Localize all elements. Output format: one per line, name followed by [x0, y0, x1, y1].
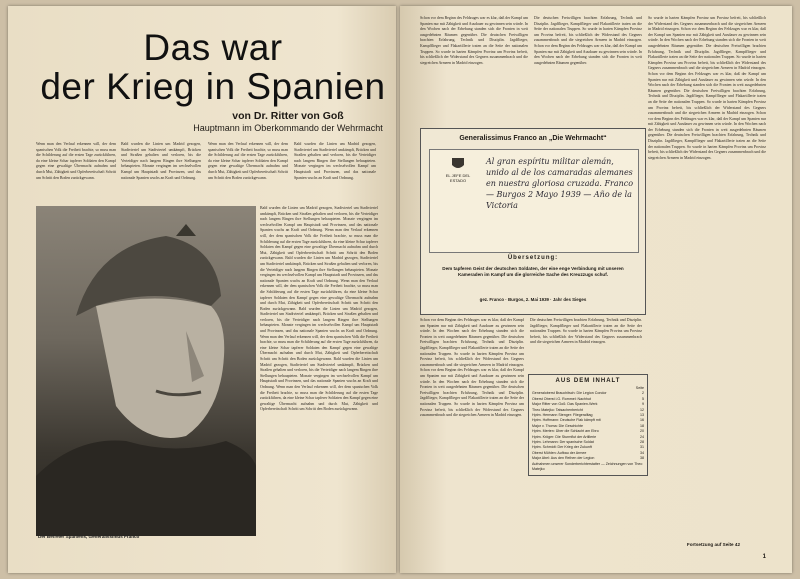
right-text-10: So wurde in harten Kämpfen Provinz um Provinz befreit, bis schließlich der Widerstand des Gegners zusammenbrach und die siegreichen Armeen in Madrid einzogen.: [648, 55, 766, 71]
toc-item-page: 12: [640, 407, 644, 412]
right-text-15: Die deutschen Freiwilligen brachten Erfahrung, Technik und Disziplin. Jagdflieger, Kampfflieger und Flakartillerie traten an die Seite der nationalen Truppen.: [648, 133, 766, 149]
right-text-4: Die deutschen Freiwilligen brachten Erfahrung, Technik und Disziplin. Jagdflieger, Kampfflieger und Flakartillerie traten an die Seite der nationalen Truppen.: [534, 16, 642, 32]
toc-item-title: Hptm. Merten: Über die Schlacht am Ebro: [532, 429, 599, 434]
franco-letter-facsimile: [420, 128, 646, 315]
page-number: 1: [762, 554, 766, 560]
toc-item-page: 31: [640, 445, 644, 450]
right-text-21: Die deutschen Freiwilligen brachten Erfahrung, Technik und Disziplin. Jagdflieger, Kampfflieger und Flakartillerie traten an die Seite der nationalen Truppen.: [420, 385, 524, 406]
toc-item-page: 2: [642, 391, 644, 396]
right-col-2-top: [534, 16, 642, 126]
signature-line: gez. Franco · Burgos, 2. Mai 1939 · Jahr des Sieges: [479, 297, 587, 302]
toc-item-title: Major Ritter von Goß: Das Spanien-Werk: [532, 402, 598, 407]
translation-text: Dem tapferen Geist der deutschen Soldaten, der eine enge Verbindung mit unseren Kameraden im Kampf um die glorreiche Sache des Kreuzzugs schuf.: [442, 266, 624, 277]
right-col-1-bottom: [420, 318, 524, 538]
toc-item-page: 24: [640, 434, 644, 439]
coat-of-arms-icon: [450, 156, 466, 172]
right-text-20: Schon vor dem Beginn des Feldzuges war es klar, daß der Kampf um Spanien nur mit Zähigkeit und Ausdauer zu gewinnen sein würde. In den Wochen nach der Erhebung standen sich die Fronten in weit ausgedehnten Räumen gegenüber.: [420, 368, 524, 390]
title-line-1: Das war: [143, 27, 283, 68]
right-text-24: So wurde in harten Kämpfen Provinz um Provinz befreit, bis schließlich der Widerstand des Gegners zusammenbrach und die siegreichen Armeen in Madrid einzogen.: [530, 329, 642, 345]
right-text-1: Schon vor dem Beginn des Feldzuges war es klar, daß der Kampf um Spanien nur mit Zähigkeit und Ausdauer zu gewinnen sein würde. In den Wochen nach der Erhebung standen sich die Fronten in weit ausgedehnten Räumen gegenüber.: [420, 16, 528, 37]
author-byline: von Dr. Ritter von Goß: [232, 110, 344, 122]
body-paragraph-5: Bald wurden die Linien um Madrid gezogen, Stadtviertel um Stadtviertel umkämpft, Brücken und Straßen gehalten und verloren, bis die Verteidiger nach langem Ringen ihre Stellungen behaupteten. Monate vergingen im wechselvollen Kampf um Hauptstadt und Provinzen, und das nationale Spanien wuchs an Kraft und Ordnung.: [260, 306, 378, 334]
toc-item-page: 34: [640, 450, 644, 455]
franco-portrait-photo: [36, 206, 256, 536]
body-paragraph-4: Wenn man den Verlauf erkennen will, der dem spanischen Volk die Freiheit brachte, so muss man die Schilderung auf die ersten Tage zurückführen, da eine kleine Schar tapferer Soldaten den Kampf gegen eine gewaltige Übermacht aufnahm und durch Mut, Zähigkeit und Opferbereitschaft Schritt um Schritt den Boden zurückgewann.: [260, 278, 378, 311]
right-text-3: So wurde in harten Kämpfen Provinz um Provinz befreit, bis schließlich der Widerstand des Gegners zusammenbrach und die siegreichen Armeen in Madrid einzogen.: [420, 49, 528, 65]
intro-text: Wenn man den Verlauf erkennen will, der dem spanischen Volk die Freiheit brachte, so muss man die Schilderung auf die ersten Tage zurückführen, da eine kleine Schar tapferer Soldaten den Kampf gegen eine gewaltige Übermacht aufnahm und durch Mut, Zähigkeit und Opferbereitschaft Schritt um Schritt den Boden zurückgewann.: [36, 142, 116, 180]
toc-list: [532, 391, 644, 472]
left-page: [8, 6, 396, 573]
toc-item-title: Theo Matejko: Tatsachenbericht: [532, 407, 583, 412]
letter-paper: [429, 149, 639, 253]
intro-text-4: Bald wurden die Linien um Madrid gezogen, Stadtviertel um Stadtviertel umkämpft, Brücken und Straßen gehalten und verloren, bis die Verteidiger nach langem Ringen ihre Stellungen behaupteten. Monate vergingen im wechselvollen Kampf um Hauptstadt und Provinzen, und das nationale Spanien wuchs an Kraft und Ordnung.: [294, 142, 376, 180]
toc-item: [532, 462, 644, 473]
right-text-8: Schon vor dem Beginn des Feldzuges war es klar, daß der Kampf um Spanien nur mit Zähigkeit und Ausdauer zu gewinnen sein würde. In den Wochen nach der Erhebung standen sich die Fronten in weit ausgedehnten Räumen gegenüber.: [648, 27, 766, 48]
toc-item-title: Hptm. Schmidt: Der Krieg der Zukunft: [532, 445, 592, 450]
right-text-22: So wurde in harten Kämpfen Provinz um Provinz befreit, bis schließlich der Widerstand des Gegners zusammenbrach und die siegreichen Armeen in Madrid einzogen.: [420, 401, 524, 418]
right-page: [400, 6, 792, 573]
toc-item-page: 9: [642, 402, 644, 407]
toc-item-title: Oberst Oberst i.G. Rommel: Nachhut: [532, 396, 591, 401]
table-of-contents: [528, 374, 648, 476]
magazine-spread: [8, 6, 792, 573]
toc-item-title: Oberst Mühlen: Aufbau der Armee: [532, 450, 587, 455]
toc-item-title: Hptm. Hoffmann: Deutsche Flak kämpft mit: [532, 418, 601, 423]
body-paragraph-6: Wenn man den Verlauf erkennen will, der dem spanischen Volk die Freiheit brachte, so muss man die Schilderung auf die ersten Tage zurückführen, da eine kleine Schar tapferer Soldaten den Kampf gegen eine gewaltige Übermacht aufnahm und durch Mut, Zähigkeit und Opferbereitschaft Schritt um Schritt den Boden zurückgewann.: [260, 334, 378, 362]
body-paragraph-1: Bald wurden die Linien um Madrid gezogen, Stadtviertel um Stadtviertel umkämpft, Brücken und Straßen gehalten und verloren, bis die Verteidiger nach langem Ringen ihre Stellungen behaupteten. Monate vergingen im wechselvollen Kampf um Hauptstadt und Provinzen, und das nationale Spanien wuchs an Kraft und Ordnung.: [260, 206, 378, 233]
photo-caption: Der Befreier Spaniens, Generalissimus Franco: [38, 534, 140, 539]
intro-text-3: Wenn man den Verlauf erkennen will, der dem spanischen Volk die Freiheit brachte, so muss man die Schilderung auf die ersten Tage zurückführen, da eine kleine Schar tapferer Soldaten den Kampf gegen eine gewaltige Übermacht aufnahm und durch Mut, Zähigkeit und Opferbereitschaft Schritt um Schritt den Boden zurückgewann.: [208, 142, 288, 180]
right-text-9: Die deutschen Freiwilligen brachten Erfahrung, Technik und Disziplin. Jagdflieger, Kampfflieger und Flakartillerie traten an die Seite der nationalen Truppen.: [648, 43, 766, 60]
right-text-12: Die deutschen Freiwilligen brachten Erfahrung, Technik und Disziplin. Jagdflieger, Kampfflieger und Flakartillerie traten an die Seite der nationalen Truppen.: [648, 88, 766, 104]
toc-item-title: Hptm. Hermann Stenger: Fliegeralltag: [532, 413, 593, 418]
handwritten-dedication: Al gran espíritu militar alemán, unido al de los camaradas alemanes en nuestra gloriosa cruzada. Franco — Burgos 2 Mayo 1939 — Año de la Victoria: [486, 157, 634, 210]
body-paragraph-2: Wenn man den Verlauf erkennen will, der dem spanischen Volk die Freiheit brachte, so muss man die Schilderung auf die ersten Tage zurückführen, da eine kleine Schar tapferer Soldaten den Kampf gegen eine gewaltige Übermacht aufnahm und durch Mut, Zähigkeit und Opferbereitschaft Schritt um Schritt den Boden zurückgewann.: [260, 228, 378, 261]
right-text-11: Schon vor dem Beginn des Feldzuges war es klar, daß der Kampf um Spanien nur mit Zähigkeit und Ausdauer zu gewinnen sein würde. In den Wochen nach der Erhebung standen sich die Fronten in weit ausgedehnten Räumen gegenüber.: [648, 71, 766, 93]
toc-item-page: 20: [640, 429, 644, 434]
letter-header: Generalissimus Franco an „Die Wehrmacht“: [459, 135, 607, 142]
right-text-19: So wurde in harten Kämpfen Provinz um Provinz befreit, bis schließlich der Widerstand des Gegners zusammenbrach und die siegreichen Armeen in Madrid einzogen.: [420, 351, 524, 367]
toc-item-page: 13: [640, 413, 644, 418]
toc-item-page: 18: [640, 423, 644, 428]
translation-label: Übersetzung:: [507, 255, 559, 261]
right-text-7: So wurde in harten Kämpfen Provinz um Provinz befreit, bis schließlich der Widerstand des Gegners zusammenbrach und die siegreichen Armeen in Madrid einzogen.: [648, 16, 766, 32]
toc-item-title: Hptm. Lehmann: Der spanische Soldat: [532, 440, 594, 445]
toc-item-page: 28: [640, 440, 644, 445]
toc-page-label: Seite: [635, 386, 644, 390]
left-body-column: [260, 206, 378, 526]
right-text-14: Schon vor dem Beginn des Feldzuges war es klar, daß der Kampf um Spanien nur mit Zähigkeit und Ausdauer zu gewinnen sein würde. In den Wochen nach der Erhebung standen sich die Fronten in weit ausgedehnten Räumen gegenüber.: [648, 111, 766, 138]
toc-item-title: Hptm. Kröger: Die Sturmflut der Artillerie: [532, 434, 597, 439]
body-paragraph-8: Wenn man den Verlauf erkennen will, der dem spanischen Volk die Freiheit brachte, so muss man die Schilderung auf die ersten Tage zurückführen, da eine kleine Schar tapferer Soldaten den Kampf gegen eine gewaltige Übermacht aufnahm und durch Mut, Zähigkeit und Opferbereitschaft Schritt um Schritt den Boden zurückgewann.: [260, 385, 378, 412]
author-role: Hauptmann im Oberkommando der Wehrmacht: [193, 123, 383, 133]
toc-item-title: Aufnahmen unserer Sonderberichterstatter — Zeichnungen von Theo Matejko: [532, 461, 643, 472]
toc-item-title: Major Abel: Aus den Reihen der Legion: [532, 456, 595, 461]
right-col-3: [648, 16, 766, 526]
letter-stamp: [438, 156, 478, 183]
right-text-13: So wurde in harten Kämpfen Provinz um Provinz befreit, bis schließlich der Widerstand des Gegners zusammenbrach und die siegreichen Armeen in Madrid einzogen.: [648, 99, 766, 116]
toc-item-page: 5: [642, 396, 644, 401]
right-text-16: So wurde in harten Kämpfen Provinz um Provinz befreit, bis schließlich der Widerstand des Gegners zusammenbrach und die siegreichen Armeen in Madrid einzogen.: [648, 144, 766, 160]
title-line-2: der Krieg in Spanien: [40, 66, 386, 107]
continuation-note: Fortsetzung auf Seite 42: [686, 542, 740, 547]
right-col-1-top: [420, 16, 528, 126]
toc-item-page: 38: [640, 456, 644, 461]
body-paragraph-3: Bald wurden die Linien um Madrid gezogen, Stadtviertel um Stadtviertel umkämpft, Brücken und Straßen gehalten und verloren, bis die Verteidiger nach langem Ringen ihre Stellungen behaupteten. Monate vergingen im wechselvollen Kampf um Hauptstadt und Provinzen, und das nationale Spanien wuchs an Kraft und Ordnung.: [260, 256, 378, 283]
toc-item-page: 16: [640, 418, 644, 423]
right-text-5: So wurde in harten Kämpfen Provinz um Provinz befreit, bis schließlich der Widerstand des Gegners zusammenbrach und die siegreichen Armeen in Madrid einzogen.: [534, 27, 642, 43]
toc-title: AUS DEM INHALT: [555, 378, 621, 384]
right-text-17: Schon vor dem Beginn des Feldzuges war es klar, daß der Kampf um Spanien nur mit Zähigkeit und Ausdauer zu gewinnen sein würde. In den Wochen nach der Erhebung standen sich die Fronten in weit ausgedehnten Räumen gegenüber.: [420, 318, 524, 339]
right-text-18: Die deutschen Freiwilligen brachten Erfahrung, Technik und Disziplin. Jagdflieger, Kampfflieger und Flakartillerie traten an die Seite der nationalen Truppen.: [420, 334, 524, 356]
body-paragraph-7: Bald wurden die Linien um Madrid gezogen, Stadtviertel um Stadtviertel umkämpft, Brücken und Straßen gehalten und verloren, bis die Verteidiger nach langem Ringen ihre Stellungen behaupteten. Monate vergingen im wechselvollen Kampf um Hauptstadt und Provinzen, und das nationale Spanien wuchs an Kraft und Ordnung.: [260, 357, 378, 389]
toc-item-title: Generaloberst Brauchitsch: Die Legion Condor: [532, 391, 607, 396]
right-text-2: Die deutschen Freiwilligen brachten Erfahrung, Technik und Disziplin. Jagdflieger, Kampfflieger und Flakartillerie traten an die Seite der nationalen Truppen.: [420, 32, 528, 54]
toc-item-title: Major v. Thoma: Die Geschichte: [532, 423, 583, 428]
intro-text-2: Bald wurden die Linien um Madrid gezogen, Stadtviertel um Stadtviertel umkämpft, Brücken und Straßen gehalten und verloren, bis die Verteidiger nach langem Ringen ihre Stellungen behaupteten. Monate vergingen im wechselvollen Kampf um Hauptstadt und Provinzen, und das nationale Spanien wuchs an Kraft und Ordnung.: [121, 142, 201, 180]
right-text-23: Die deutschen Freiwilligen brachten Erfahrung, Technik und Disziplin. Jagdflieger, Kampfflieger und Flakartillerie traten an die Seite der nationalen Truppen.: [530, 318, 642, 334]
article-title: [38, 28, 388, 106]
right-text-6: Schon vor dem Beginn des Feldzuges war es klar, daß der Kampf um Spanien nur mit Zähigkeit und Ausdauer zu gewinnen sein würde. In den Wochen nach der Erhebung standen sich die Fronten in weit ausgedehnten Räumen gegenüber.: [534, 43, 642, 65]
right-col-2-mid: [530, 318, 642, 370]
stamp-text: EL JEFE DEL ESTADO: [445, 173, 471, 183]
portrait-illustration: [36, 206, 256, 536]
